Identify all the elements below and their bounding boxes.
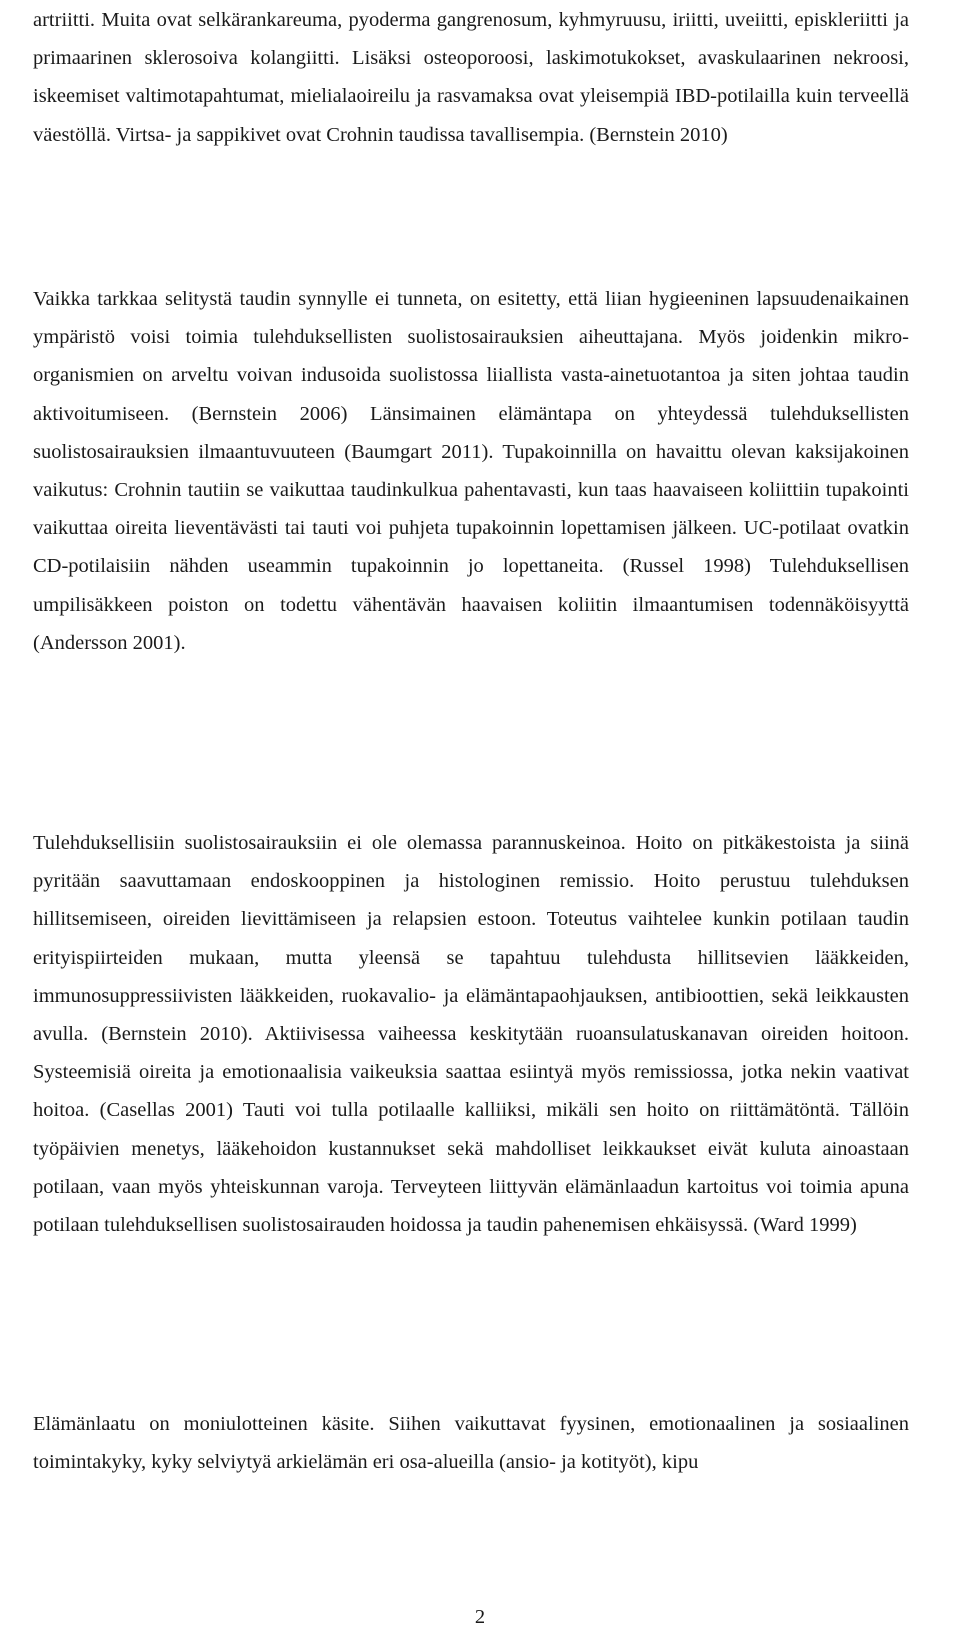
paragraph-extraintestinal-manifestations: artriitti. Muita ovat selkärankareuma, pyoderma gangrenosum, kyhmyruusu, iriitti, uveiitti, episkleriitti ja primaarinen sklerosoiva kolangiitti. Lisäksi osteoporoosi, laskimotukokset, avaskulaarinen nekroosi, iskeemiset valtimotapahtumat, mielialaoireilu ja rasvamaksa ovat yleisempiä IBD-potilailla kuin terveellä väestöllä. Virtsa- ja sappikivet ovat Crohnin taudissa tavallisempia. (Bernstein 2010) bbox=[33, 9, 909, 146]
paragraph-treatment: Tulehduksellisiin suolistosairauksiin ei ole olemassa parannuskeinoa. Hoito on pitkäkestoista ja siinä pyritään saavuttamaan endoskooppinen ja histologinen remissio. Hoito perustuu tulehduksen hillitsemiseen, oireiden lievittämiseen ja relapsien estoon. Toteutus vaihtelee kunkin potilaan taudin erityispiirteiden mukaan, mutta yleensä se tapahtuu tulehdusta hillitsevien lääkkeiden, immunosuppressiivisten lääkkeiden, ruokavalio- ja elämäntapaohjauksen, antibioottien, sekä leikkausten avulla. (Bernstein 2010). Aktiivisessa vaiheessa keskitytään ruoansulatuskanavan oireiden hoitoon. Systeemisiä oireita ja emotionaalisia vaikeuksia saattaa esiintyä myös remissiossa, jotka nekin vaativat hoitoa. (Casellas 2001) Tauti voi tulla potilaalle kalliiksi, mikäli sen hoito on riittämätöntä. Tällöin työpäivien menetys, lääkehoidon kustannukset sekä mahdolliset leikkaukset eivät kuluta ainoastaan potilaan, vaan myös yhteiskunnan varoja. Terveyteen liittyvän elämänlaadun kartoitus voi toimia apuna potilaan tulehduksellisen suolistosairauden hoidossa ja taudin pahenemisen ehkäisyssä. (Ward 1999) bbox=[33, 832, 909, 1237]
page-number: 2 bbox=[474, 1606, 486, 1628]
paragraph-etiology: Vaikka tarkkaa selitystä taudin synnylle ei tunneta, on esitetty, että liian hygieeninen lapsuudenaikainen ympäristö voisi toimia tulehduksellisten suolistosairauksien aiheuttajana. Myös joidenkin mikro-organismien on arveltu voivan indusoida suolistossa liiallista vasta-ainetuotantoa ja siten johtaa taudin aktivoitumiseen. (Bernstein 2006) Länsimainen elämäntapa on yhteydessä tulehduksellisten suolistosairauksien ilmaantuvuuteen (Baumgart 2011). Tupakoinnilla on havaittu olevan kaksijakoinen vaikutus: Crohnin tautiin se vaikuttaa taudinkulkua pahentavasti, kun taas haavaiseen koliittiin tupakointi vaikuttaa oireita lieventävästi tai tauti voi puhjeta tupakoinnin lopettamisen jälkeen. UC-potilaat ovatkin CD-potilaisiin nähden useammin tupakoinnin jo lopettaneita. (Russel 1998) Tulehduksellisen umpilisäkkeen poiston on todettu vähentävän haavaisen koliitin ilmaantumisen todennäköisyyttä (Andersson 2001). bbox=[33, 288, 909, 654]
paragraph-quality-of-life: Elämänlaatu on moniulotteinen käsite. Siihen vaikuttavat fyysinen, emotionaalinen ja sosiaalinen toimintakyky, kyky selviytyä arkielämän eri osa-alueilla (ansio- ja kotityöt), kipu bbox=[33, 1413, 909, 1474]
